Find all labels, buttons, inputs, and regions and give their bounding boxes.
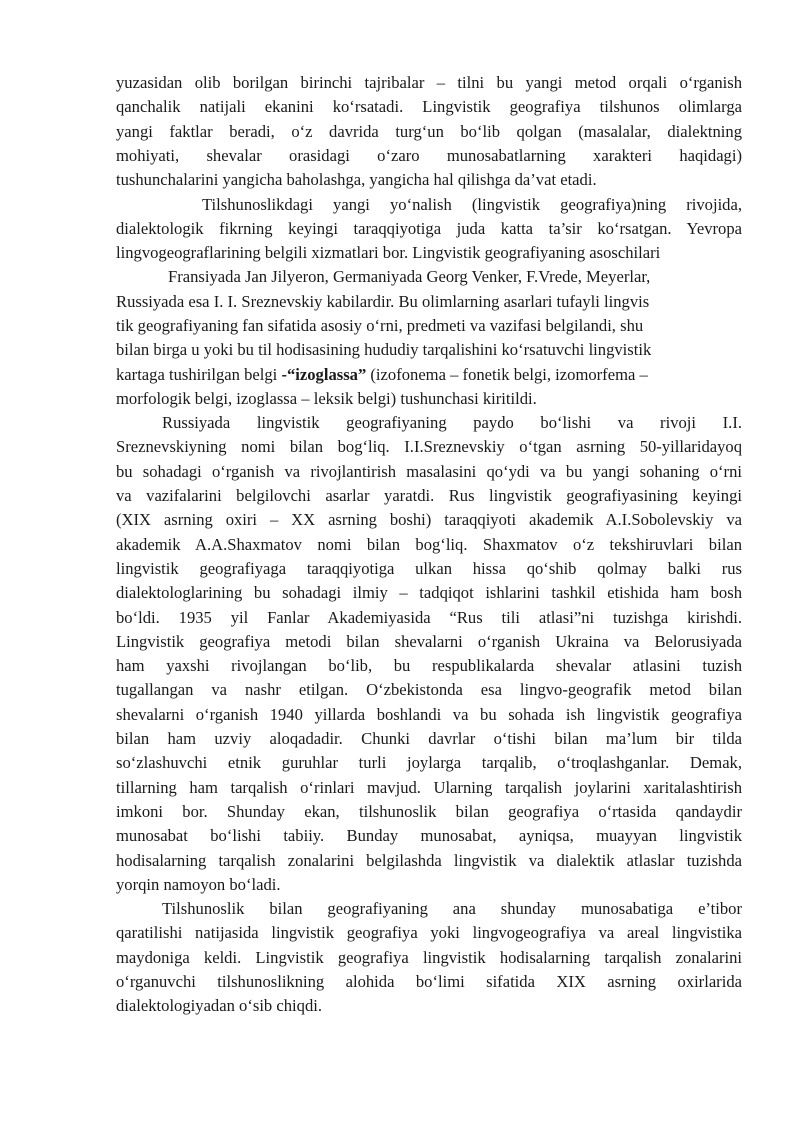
text-line: qanchalik natijali ekanini ko‘rsatadi. Lingvistik geografiya tilshunos olimlarga bbox=[116, 97, 742, 117]
paragraph-5 bbox=[116, 897, 742, 1018]
text-line: va vazifalarini belgilovchi asarlar yaratdi. Rus lingvistik geografiyasining keyingi bbox=[116, 486, 742, 506]
paragraph-3 bbox=[116, 265, 742, 411]
text-line: hodisalarning tarqalish zonalarini belgilashda lingvistik va dialektik atlaslar tuzishda bbox=[116, 850, 742, 870]
text-line: dialektologiyadan o‘sib chiqdi. bbox=[116, 996, 322, 1016]
text-line: Russiyada lingvistik geografiyaning paydo bo‘lishi va rivoji I.I. bbox=[162, 413, 742, 433]
text-line: so‘zlashuvchi etnik guruhlar turli joylarga tarqalib, o‘troqlashganlar. Demak, bbox=[116, 753, 742, 773]
text-line: maydoniga keldi. Lingvistik geografiya lingvistik hodisalarning tarqalish zonalarini bbox=[116, 947, 742, 967]
text-line: imkoni bor. Shunday ekan, tilshunoslik bilan geografiya o‘rtasida qandaydir bbox=[116, 801, 742, 821]
text-line: ham yaxshi rivojlangan bo‘lib, bu respublikalarda shevalar atlasini tuzish bbox=[116, 656, 742, 676]
text-line: bilan ham uzviy aloqadadir. Chunki davrlar o‘tishi bilan ma’lum bir tilda bbox=[116, 729, 742, 749]
text-line: shevalarni o‘rganish 1940 yillarda boshlandi va bu sohada ish lingvistik geografiya bbox=[116, 704, 742, 724]
text-line: munosabat bo‘lishi tabiiy. Bunday munosabat, ayniqsa, muayyan lingvistik bbox=[116, 826, 742, 846]
text-line bbox=[116, 363, 742, 387]
text-line: lingvistik geografiyaga taraqqiyotiga ulkan hissa qo‘shib qolmay balki rus bbox=[116, 558, 742, 578]
text-run: kartaga tushirilgan belgi bbox=[116, 364, 282, 384]
text-line: o‘rganuvchi tilshunoslikning alohida bo‘limi sifatida XIX asrning oxirlarida bbox=[116, 972, 742, 992]
text-line: tugallangan va nashr etilgan. O‘zbekistonda esa lingvo-geografik metod bilan bbox=[116, 680, 742, 700]
text-line: lingvogeograflarining belgili xizmatlari bor. Lingvistik geografiyaning asoschilari bbox=[116, 243, 661, 263]
text-line: yorqin namoyon bo‘ladi. bbox=[116, 874, 281, 894]
text-line: (XIX asrning oxiri – XX asrning boshi) taraqqiyoti akademik A.I.Sobolevskiy va bbox=[116, 510, 742, 530]
term-izoglassa: -“izoglassa” bbox=[281, 364, 367, 384]
text-line: bo‘ldi. 1935 yil Fanlar Akademiyasida “Rus tili atlasi”ni tuzishga kirishdi. bbox=[116, 607, 742, 627]
text-line: Tilshunoslikdagi yangi yo‘nalish (lingvistik geografiya)ning rivojida, bbox=[202, 194, 742, 214]
text-line: tillarning ham tarqalish o‘rinlari mavjud. Ularning tarqalish joylarini xaritalashtirish bbox=[116, 777, 742, 797]
text-line: morfologik belgi, izoglassa – leksik belgi) tushunchasi kiritildi. bbox=[116, 388, 537, 408]
text-line: tik geografiyaning fan sifatida asosiy o‘rni, predmeti va vazifasi belgilandi, shu bbox=[116, 315, 644, 335]
text-line: Fransiyada Jan Jilyeron, Germaniyada Georg Venker, F.Vrede, Meyerlar, bbox=[168, 267, 651, 287]
text-line: Lingvistik geografiya metodi bilan shevalarni o‘rganish Ukraina va Belorusiyada bbox=[116, 631, 742, 651]
text-line: Tilshunoslik bilan geografiyaning ana shunday munosabatiga e’tibor bbox=[162, 899, 742, 919]
text-run: (izofonema – fonetik belgi, izomorfema – bbox=[366, 364, 648, 384]
text-line: bilan birga u yoki bu til hodisasining hududiy tarqalishini ko‘rsatuvchi lingvistik bbox=[116, 340, 652, 360]
text-line: dialektologlarining bu sohadagi ilmiy – tadqiqot ishlarini tashkil etishida ham bosh bbox=[116, 583, 742, 603]
text-line: yuzasidan olib borilgan birinchi tajribalar – tilni bu yangi metod orqali o‘rganish bbox=[116, 73, 742, 92]
text-line: tushunchalarini yangicha baholashga, yangicha hal qilishga da’vat etadi. bbox=[116, 170, 597, 190]
text-line: Sreznevskiyning nomi bilan bog‘liq. I.I.Sreznevskiy o‘tgan asrning 50-yillaridayoq bbox=[116, 437, 742, 457]
text-line: qaratilishi natijasida lingvistik geografiya yoki lingvogeografiya va areal lingvistika bbox=[116, 923, 742, 943]
text-line: bu sohadagi o‘rganish va rivojlantirish masalasini qo‘ydi va bu yangi sohaning o‘rni bbox=[116, 461, 742, 481]
text-line: dialektologik fikrning keyingi taraqqiyotiga juda katta ta’sir ko‘rsatgan. Yevropa bbox=[116, 218, 742, 238]
text-line: yangi faktlar beradi, o‘z davrida turg‘un bo‘lib qolgan (masalalar, dialektning bbox=[116, 121, 742, 141]
paragraph-1 bbox=[116, 71, 742, 192]
paragraph-4 bbox=[116, 411, 742, 897]
text-line: akademik A.A.Shaxmatov nomi bilan bog‘liq. Shaxmatov o‘z tekshiruvlari bilan bbox=[116, 534, 742, 554]
text-line: mohiyati, shevalar orasidagi o‘zaro munosabatlarning xarakteri haqidagi) bbox=[116, 145, 742, 165]
text-line: Russiyada esa I. I. Sreznevskiy kabilardir. Bu olimlarning asarlari tufayli lingvis bbox=[116, 291, 650, 311]
paragraph-2 bbox=[116, 193, 742, 266]
